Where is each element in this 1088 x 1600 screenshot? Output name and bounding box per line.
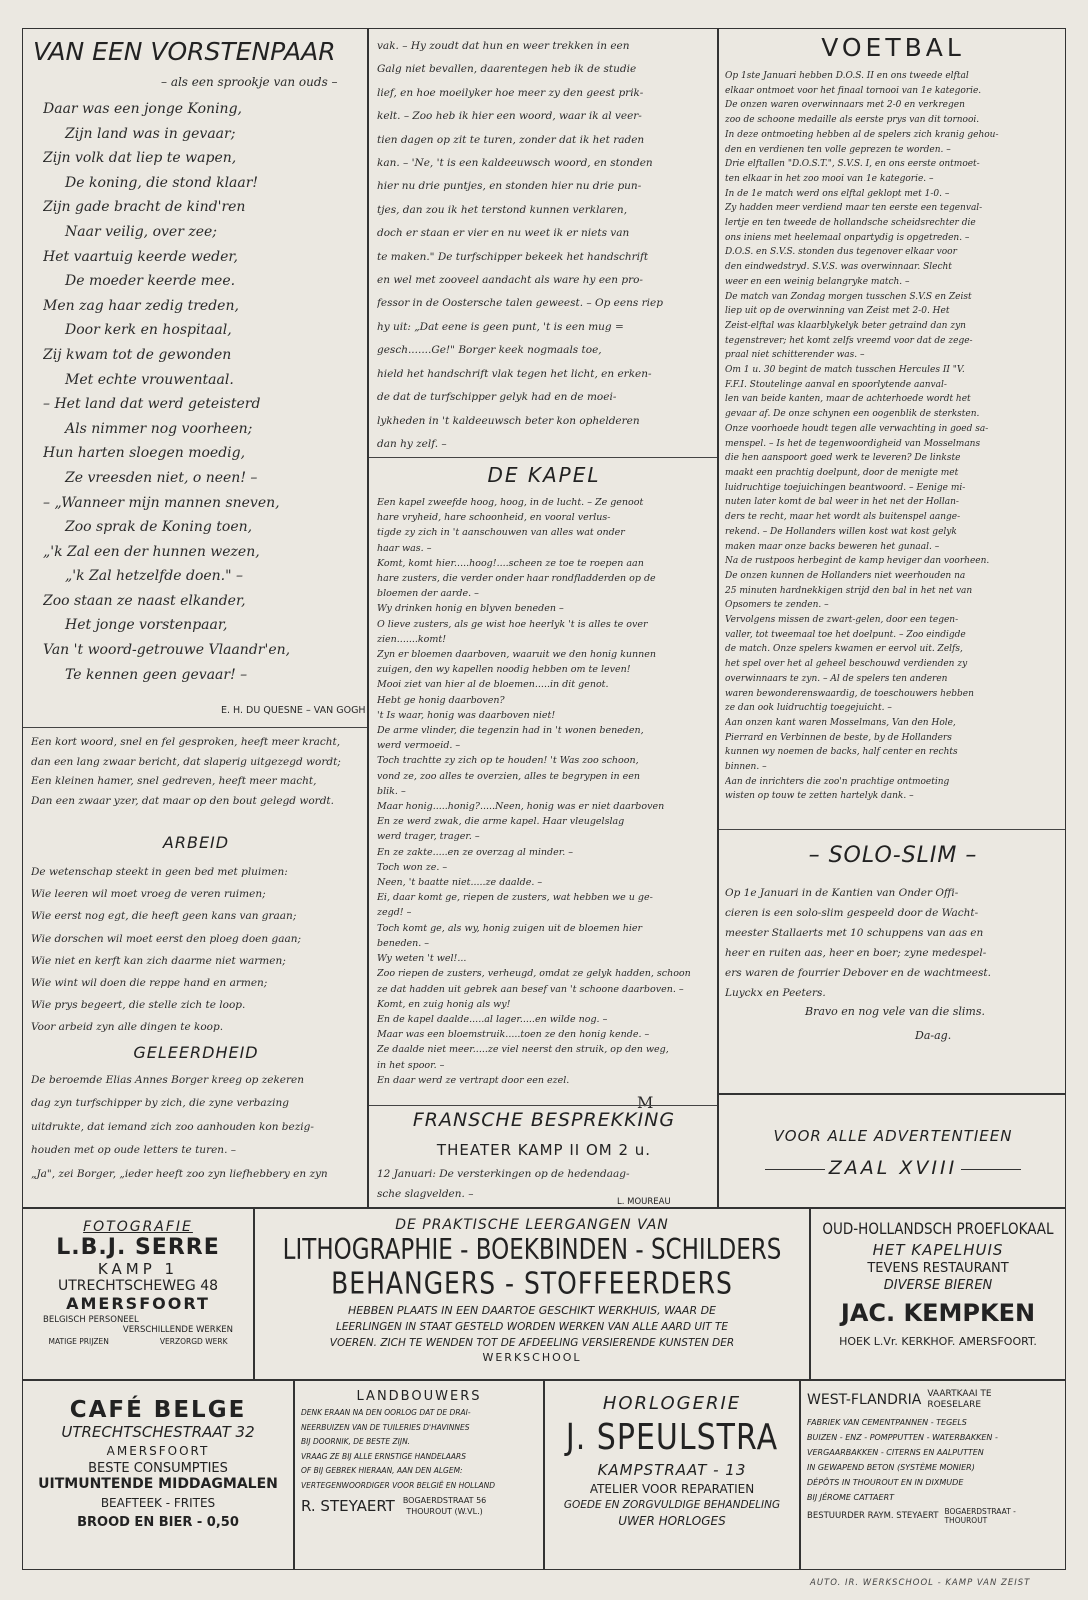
westflandria-line: BIJ JÉROME CATTAERT [807, 1493, 895, 1502]
arbeid-line: Voor arbeid zyn alle dingen te koop. [31, 1021, 224, 1034]
fransche-title: FRANSCHE BESPREKKING [412, 1109, 676, 1131]
voetbal-line: luidruchtige toejuichingen beantwoord. – Eenige mi- [725, 482, 966, 493]
kapel-line: En ze zakte.....en ze overzag al minder. – [377, 846, 573, 858]
voetbal-line: In deze ontmoeting hebben al de spelers zich kranig gehou- [725, 129, 999, 140]
saying-line: Een kleinen hamer, snel gedreven, heeft meer macht, [31, 775, 317, 788]
kapel-line: Toch trachtte zy zich op te houden! 't Was zoo schoon, [377, 755, 639, 767]
voetbal-line: waren bewonderenswaardig, de toeschouwers hebben [725, 688, 974, 699]
kapel-line: beneden. – [377, 937, 430, 949]
voetbal-line: elkaar ontmoet voor het finaal tornooi van 1e kategorie. [725, 85, 982, 96]
cont-line: tjes, dan zou ik het terstond kunnen verklaren, [377, 203, 628, 216]
arbeid-title: ARBEID [162, 833, 230, 852]
cont-line: en wel met zooveel aandacht als ware hy een pro- [377, 274, 643, 287]
kapel-line: Toch komt ge, als wy, honig zuigen uit de bloemen hier [377, 922, 643, 934]
voetbal-line: ders te recht, maar het wordt als buitenspel aange- [725, 512, 961, 523]
geleerdheid-line: De beroemde Elias Annes Borger kreeg op zekeren [31, 1074, 305, 1086]
solo-slim-signature: Da-ag. [915, 1029, 952, 1042]
voetbal-line: het spel over het al geheel beschouwd verdienden zy [725, 659, 968, 670]
separator [369, 1105, 718, 1106]
voetbal-line: Pierrard en Verbinnen de beste, by de Hollanders [725, 732, 952, 743]
kapel-line: De arme vlinder, die tegenzin had in 't wonen beneden, [377, 725, 644, 737]
ad-speulstra-line3: KAMPSTRAAT - 13 [597, 1461, 747, 1479]
cont-line: gesch.......Ge!" Borger keek nogmaals toe, [377, 344, 602, 357]
poem-line: Door kerk en hospitaal, [65, 322, 232, 339]
saying-line: dan een lang zwaar bericht, dat slaperig uitgezegd wordt; [31, 755, 341, 768]
arbeid-line: Wie leeren wil moet vroeg de veren ruimen; [31, 888, 266, 901]
advertentieen-box [718, 1094, 1066, 1208]
flourish-right-icon [961, 1169, 1021, 1170]
poem-line: Ze vreesden niet, o neen! – [65, 469, 258, 486]
voetbal-line: den eindwedstryd. S.V.S. was overwinnaar. Slecht [725, 262, 952, 273]
kapel-line: tigde zy zich in 't aanschouwen van alles wat onder [377, 527, 625, 539]
kapel-line: O lieve zusters, als ge wist hoe heerlyk 't is alles te over [377, 618, 648, 630]
ad-kapelhuis [810, 1208, 1066, 1380]
ad-serre-line7: VERSCHILLENDE WERKEN [122, 1325, 233, 1335]
ad-belge-line6: BEAFTEEK - FRITES [100, 1496, 216, 1510]
ad-kapelhuis-line5: JAC. KEMPKEN [840, 1299, 1036, 1327]
kapel-line: 't Is waar, honig was daarboven niet! [377, 709, 556, 721]
ad-serre-line8a: MATIGE PRIJZEN [48, 1337, 109, 1346]
voetbal-line: De match van Zondag morgen tusschen S.V.S en Zeist [725, 291, 972, 302]
poem-line: – Het land dat werd geteisterd [43, 396, 261, 413]
kapel-line: zien.......komt! [377, 633, 447, 645]
kapel-line: haar was. – [377, 542, 432, 554]
separator [23, 727, 368, 728]
poem-line: Daar was een jonge Koning, [43, 101, 242, 117]
voetbal-line: gevaar af. De onze schynen een oogenblik de sterksten. [725, 409, 980, 420]
ad-speulstra-line1: HORLOGERIE [602, 1393, 742, 1414]
kapel-line: ze dat hadden uit gebrek aan besef van 't schoone daarboven. – [377, 983, 684, 995]
voetbal-line: D.O.S. en S.V.S. stonden dus tegenover elkaar voor [725, 247, 957, 258]
geleerdheid-body [31, 1069, 365, 1186]
fransche-author: L. MOUREAU [617, 1197, 671, 1207]
kapel-line: bloemen der aarde. – [377, 588, 479, 600]
voetbal-line: tegenstrever; het komt zelfs vreemd voor dat de zege- [725, 335, 973, 346]
cont-line: doch er staan er vier en nu weet ik er niets van [377, 227, 630, 240]
solo-line: Luyckx en Peeters. [725, 987, 826, 999]
arbeid-line: Wie wint wil doen die reppe hand en armen; [31, 977, 268, 990]
ad-landbouwers-addr1: BOGAERDSTRAAT 56 [402, 1496, 487, 1505]
kapel-line: Mooi ziet van hier al de bloemen.....in dit genot. [377, 679, 609, 691]
ad-belge-line1: CAFÉ BELGE [69, 1397, 247, 1423]
poem-line: Men zag haar zedig treden, [43, 297, 239, 314]
ad-west-flandria-header [801, 1381, 1065, 1413]
cont-line: hield het handschrift vlak tegen het licht, en erken- [377, 367, 652, 380]
fransche-line: sche slagvelden. – [377, 1187, 474, 1200]
landbouwers-line: NEERBUIZEN VAN DE TUILERIES D'HAVINNES [301, 1422, 470, 1432]
voetbal-line: maken maar onze backs beweren het gunaal. – [725, 541, 940, 552]
geleerdheid-title: GELEERDHEID [133, 1043, 259, 1062]
voetbal-line: Om 1 u. 30 begint de match tusschen Hercules II "V. [725, 365, 965, 376]
ad-landbouwers [294, 1380, 544, 1570]
solo-slim-bravo: Bravo en nog vele van die slims. [805, 1005, 985, 1018]
ad-west-flandria-line1: WEST-FLANDRIA [807, 1392, 922, 1408]
poem-subtitle: – als een sprookje van ouds – [161, 75, 338, 89]
westflandria-line: VERGAARBAKKEN - CITERNS EN AALPUTTEN [807, 1448, 984, 1457]
voetbal-line: Zy hadden meer verdiend maar ten eerste een tegenval- [725, 203, 983, 214]
voetbal-line: valler, tot tweemaal toe het doelpunt. – Zoo eindigde [725, 629, 966, 640]
kapel-line: Ze daalde niet meer.....ze viel neerst den struik, op den weg, [377, 1044, 669, 1056]
westflandria-line: BUIZEN - ENZ - POMPPUTTEN - WATERBAKKEN - [807, 1433, 998, 1442]
poem-line: Zijn gade bracht de kind'ren [43, 199, 246, 216]
landbouwers-line: OF BIJ GEBREK HIERAAN, AAN DEN ALGEM: [301, 1466, 463, 1475]
saying-line: Een kort woord, snel en fel gesproken, heeft meer kracht, [31, 736, 341, 748]
ad-leergangen-line1: DE PRAKTISCHE LEERGANGEN VAN [395, 1217, 669, 1233]
kapel-line: vond ze, zoo alles te overzien, alles te begrypen in een [377, 770, 641, 782]
separator [719, 829, 1066, 830]
ad-serre-line5: AMERSFOORT [66, 1294, 210, 1313]
ad-west-flandria-line1b: VAARTKAAI TE ROESELARE [927, 1389, 992, 1410]
kapel-signature: M [637, 1093, 654, 1112]
voetbal-line: Op 1ste Januari hebben D.O.S. II en ons tweede elftal [725, 71, 969, 81]
voetbal-body [725, 69, 1065, 804]
fransche-line: 12 Januari: De versterkingen op de hedendaag- [377, 1168, 630, 1180]
cont-line: vak. – Hy zoudt dat hun en weer trekken in een [377, 40, 630, 52]
ad-leergangen-line7: WERKSCHOOL [482, 1351, 582, 1364]
voetbal-line: die hen aanspoort goed werk te leveren? De linkste [725, 453, 961, 464]
ad-landbouwers-line1: LANDBOUWERS [356, 1389, 482, 1404]
ad-serre-line1: FOTOGRAFIE [83, 1219, 193, 1235]
solo-line: ers waren de fourrier Debover en de wachtmeest. [725, 967, 991, 979]
voetbal-line: In de 1e match werd ons elftal geklopt met 1-0. – [725, 188, 950, 199]
ad-belge-line2: UTRECHTSCHESTRAAT 32 [61, 1423, 255, 1441]
solo-slim-body [725, 883, 1065, 1003]
voetbal-line: Aan de inrichters die zoo'n prachtige ontmoeting [725, 776, 950, 787]
kapel-line: Wy weten 't wel!... [377, 953, 467, 965]
ad-serre-line2: L.B.J. SERRE [56, 1235, 220, 1260]
ad-serre-footer [23, 1337, 253, 1346]
kapel-line: En ze werd zwak, die arme kapel. Haar vleugelslag [377, 816, 625, 828]
column-left [22, 28, 368, 1208]
poem-line: „'k Zal een der hunnen wezen, [43, 543, 260, 560]
kapel-line: Maar honig.....honig?.....Neen, honig was er niet daarboven [377, 801, 665, 813]
voetbal-line: praal niet schitterender was. – [725, 350, 865, 361]
poem-line: „'k Zal hetzelfde doen." – [65, 568, 244, 585]
voetbal-line: lertje en ten tweede de hollandsche scheidsrechter die [725, 218, 976, 229]
column-middle [368, 28, 718, 1208]
kapel-line: zegd! – [377, 907, 412, 919]
poem-line: Het vaartuig keerde weder, [43, 248, 238, 265]
geleerdheid-line: uitdrukte, dat iemand zich zoo aanhouden kon bezig- [31, 1120, 314, 1133]
solo-line: Op 1e Januari in de Kantien van Onder Offi- [725, 887, 959, 899]
cont-line: hier nu drie puntjes, en stonden hier nu drie pun- [377, 180, 642, 193]
ad-landbouwers-footer [295, 1495, 543, 1517]
kapel-line: Komt, en zuig honig als wy! [377, 998, 511, 1010]
arbeid-line: Wie dorschen wil moet eerst den ploeg doen gaan; [31, 932, 302, 945]
poem-line: Zoo sprak de Koning toen, [65, 519, 253, 536]
solo-line: cieren is een solo-slim gespeeld door de Wacht- [725, 907, 979, 919]
ad-belge-line4: BESTE CONSUMPTIES [88, 1461, 228, 1476]
kapel-line: werd vermoeid. – [377, 740, 461, 752]
poem-line: Met echte vrouwentaal. [65, 371, 234, 388]
cont-line: tien dagen op zit te turen, zonder dat ik het raden [377, 133, 645, 146]
voetbal-line: kunnen wy noemen de backs, half center en rechts [725, 747, 958, 758]
flourish-left-icon [765, 1169, 825, 1170]
westflandria-line: IN GEWAPEND BETON (SYSTÈME MONIER) [807, 1463, 975, 1472]
kapel-line: En daar werd ze vertrapt door een ezel. [377, 1074, 570, 1086]
ad-west-flandria [800, 1380, 1066, 1570]
ad-leergangen-line5: LEERLINGEN IN STAAT GESTELD WORDEN WERKEN VAN ALLE AARD UIT TE [336, 1321, 728, 1333]
voetbal-line: liep uit op de overwinning van Zeist met 2-0. Het [725, 306, 950, 317]
voetbal-line: ten elkaar in het zoo mooi van 1e kategorie. – [725, 173, 934, 184]
poem-line: De koning, die stond klaar! [65, 174, 259, 191]
poem-line: De moeder keerde mee. [65, 273, 236, 290]
voetbal-line: De onzen kunnen de Hollanders niet weerhouden na [725, 570, 966, 581]
saying-line: Dan een zwaar yzer, dat maar op den bout gelegd wordt. [31, 794, 334, 807]
landbouwers-line: BIJ DOORNIK, DE BESTE ZIJN. [301, 1437, 411, 1446]
voetbal-line: len van beide kanten, maar de achterhoede wordt het [725, 394, 971, 405]
voetbal-line: De onzen waren overwinnaars met 2-0 en verkregen [725, 100, 965, 111]
ad-belge-line3: AMERSFOORT [106, 1444, 210, 1458]
ad-belge-line7: BROOD EN BIER - 0,50 [77, 1515, 239, 1530]
fransche-subtitle: THEATER KAMP II OM 2 u. [436, 1141, 652, 1159]
advertentieen-line1: VOOR ALLE ADVERTENTIEEN [773, 1127, 1013, 1145]
ad-leergangen-line6: VOEREN. ZICH TE WENDEN TOT DE AFDEELING VERSIERENDE KUNSTEN DER [329, 1337, 735, 1349]
poem-line: Zij kwam tot de gewonden [43, 346, 232, 363]
ad-kapelhuis-line3: TEVENS RESTAURANT [867, 1261, 1009, 1276]
ad-leergangen-line3: BEHANGERS - STOFFEERDERS [331, 1266, 733, 1301]
voetbal-line: weer en een weinig belangryke match. – [725, 276, 910, 287]
ad-speulstra-line6: UWER HORLOGES [618, 1514, 726, 1528]
kapel-line: Maar was een bloemstruik.....toen ze den honig kende. – [377, 1029, 650, 1041]
voetbal-line: Aan onzen kant waren Mosselmans, Van den Hole, [725, 717, 956, 728]
voetbal-line: menspel. – Is het de tegenwoordigheid van Mosselmans [725, 438, 981, 449]
voetbal-line: Opsomers te zenden. – [725, 600, 829, 611]
cont-line: dan hy zelf. – [377, 437, 447, 450]
cont-line: hy uit: „Dat eene is geen punt, 't is een mug = [377, 320, 624, 333]
cont-line: de dat de turfschipper gelyk had en de moei- [377, 391, 617, 404]
ad-speulstra-line5: GOEDE EN ZORGVULDIGE BEHANDELING [563, 1499, 781, 1511]
cont-line: Galg niet bevallen, daarentegen heb ik de studie [377, 63, 637, 76]
voetbal-line: zoo de schoone medaille als eerste prys van dit tornooi. [725, 115, 980, 126]
ad-kapelhuis-line4: DIVERSE BIEREN [883, 1278, 993, 1293]
separator [369, 457, 718, 458]
ad-speulstra-line4: ATELIER VOOR REPARATIEN [589, 1482, 755, 1496]
voetbal-line: Na de rustpoos herbegint de kamp heviger dan voorheen. [725, 556, 990, 567]
cont-line: lief, en hoe moeilyker hoe meer zy den geest prik- [377, 86, 644, 99]
poem-line: Te kennen geen gevaar! – [65, 666, 248, 683]
voetbal-line: Drie elftallen "D.O.S.T.", S.V.S. I, en ons eerste ontmoet- [725, 159, 980, 170]
arbeid-line: Wie niet en kerft kan zich daarme niet warmen; [31, 954, 286, 967]
ad-leergangen-line2: LITHOGRAPHIE - BOEKBINDEN - SCHILDERS [282, 1233, 782, 1267]
ad-landbouwers-name: R. STEYAERT [301, 1497, 395, 1515]
ad-speulstra [544, 1380, 800, 1570]
advertentieen-line2: ZAAL XVIII [828, 1157, 958, 1179]
kapel-line: Ei, daar komt ge, riepen de zusters, wat hebben we u ge- [377, 892, 653, 904]
voetbal-line: overwinnaars te zyn. – Al de spelers ten anderen [725, 673, 948, 684]
solo-line: meester Stallaerts met 10 schuppens van aas en [725, 927, 984, 939]
geleerdheid-line: „Ja", zei Borger, „ieder heeft zoo zyn liefhebbery en zyn [31, 1167, 328, 1180]
kapel-line: werd trager, trager. – [377, 831, 480, 843]
geleerdheid-line: houden met op oude letters te turen. – [31, 1144, 236, 1157]
arbeid-line: Wie eerst nog egt, die heeft geen kans van graan; [31, 910, 297, 923]
voetbal-line: Zeist-elftal was klaarblykelyk beter getraind dan zyn [725, 320, 966, 331]
poem-title: VAN EEN VORSTENPAAR [33, 37, 336, 66]
kapel-line: Zoo riepen de zusters, verheugd, omdat ze gelyk hadden, schoon [377, 968, 691, 980]
kapel-line: Toch won ze. – [377, 861, 448, 873]
kapel-body [377, 495, 715, 1088]
voetbal-line: Vervolgens missen de zwart-gelen, door een tegen- [725, 615, 959, 626]
voetbal-line: wisten op touw te zetten hartelyk dank. – [725, 791, 914, 802]
geleerdheid-continued [377, 35, 715, 456]
poem-line: Het jonge vorstenpaar, [65, 617, 228, 634]
poem-line: Als nimmer nog voorheen; [65, 420, 253, 437]
cont-line: fessor in de Oostersche talen geweest. – Op eens riep [377, 297, 663, 310]
cont-line: te maken." De turfschipper bekeek het handschrift [377, 250, 649, 263]
westflandria-line: DÉPÔTS IN THOUROUT EN IN DIXMUDE [807, 1478, 964, 1487]
voetbal-line: de match. Onze spelers kwamen er eervol uit. Zelfs, [725, 644, 963, 655]
ad-leergangen [254, 1208, 810, 1380]
geleerdheid-line: dag zyn turfschipper by zich, die zyne verbazing [31, 1097, 290, 1110]
kapel-line: hare zusters, die verder onder haar rondfladderden op de [377, 573, 656, 585]
ad-west-flandria-name: BESTUURDER RAYM. STEYAERT [807, 1511, 939, 1521]
ad-serre-line6: BELGISCH PERSONEEL [43, 1315, 139, 1325]
ad-cafe-belge [22, 1380, 294, 1570]
poem-line: Zoo staan ze naast elkander, [43, 592, 246, 609]
ad-kapelhuis-line6: HOEK L.Vr. KERKHOF. AMERSFOORT. [839, 1335, 1037, 1348]
kapel-line: Zyn er bloemen daarboven, waaruit we den honig kunnen [377, 649, 656, 661]
kapel-line: Een kapel zweefde hoog, hoog, in de lucht. – Ze genoot [377, 497, 644, 508]
ad-serre [22, 1208, 254, 1380]
arbeid-line: De wetenschap steekt in geen bed met pluimen: [31, 866, 288, 878]
voetbal-line: ze dan ook luidruchtig toegejuicht. – [725, 703, 892, 714]
ad-serre-line3: KAMP 1 [97, 1260, 179, 1278]
kapel-line: in het spoor. – [377, 1059, 445, 1071]
voetbal-title: VOETBAL [821, 33, 965, 62]
kapel-line: Neen, 't baatte niet.....ze daalde. – [377, 877, 543, 889]
poem-line: Van 't woord-getrouwe Vlaandr'en, [43, 642, 291, 659]
cont-line: kelt. – Zoo heb ik hier een woord, waar ik al veer- [377, 110, 642, 123]
poem-line: Zijn volk dat liep te wapen, [43, 150, 237, 167]
kapel-line: Hebt ge honig daarboven? [377, 694, 505, 706]
ad-kapelhuis-line1: OUD-HOLLANDSCH PROEFLOKAAL [822, 1219, 1054, 1239]
kapel-line: zuigen, den wy kapellen noodig hebben om te leven! [377, 664, 631, 676]
solo-slim-title: – SOLO-SLIM – [808, 843, 978, 868]
poem-line: – „Wanneer mijn mannen sneven, [43, 494, 280, 511]
kapel-title: DE KAPEL [487, 463, 601, 487]
poem-line: Naar veilig, over zee; [65, 223, 218, 240]
kapel-line: En de kapel daalde.....al lager.....en wilde nog. – [377, 1013, 608, 1025]
poem-body [43, 97, 361, 687]
landbouwers-line: VERTEGENWOORDIGER VOOR BELGIË EN HOLLAND [301, 1480, 496, 1490]
voetbal-line: nuten later komt de bal weer in het net der Hollan- [725, 497, 959, 508]
ad-speulstra-line2: J. SPEULSTRA [565, 1416, 779, 1459]
arbeid-line: Wie prys begeert, die stelle zich te loop. [31, 999, 246, 1012]
voetbal-line: den en verdienen ten volle geprezen te worden. – [725, 144, 951, 155]
voetbal-line: binnen. – [725, 762, 767, 773]
voetbal-line: 25 minuten hardnekkigen strijd den bal in het net van [725, 585, 973, 596]
voetbal-line: rekend. – De Hollanders willen kost wat kost gelyk [725, 526, 957, 537]
kapel-line: Komt, komt hier.....hoog!....scheen ze toe te roepen aan [377, 557, 644, 569]
landbouwers-line: VRAAG ZE BIJ ALLE ERNSTIGE HANDELAARS [301, 1451, 466, 1461]
ad-west-flandria-addr: BOGAERDSTRAAT - THOUROUT [944, 1507, 1016, 1525]
ad-west-flandria-footer [801, 1507, 1065, 1525]
arbeid-body [31, 861, 365, 1039]
kapel-line: blik. – [377, 785, 406, 797]
column-right [718, 28, 1066, 1094]
ad-landbouwers-addr2: THOUROUT (W.VL.) [406, 1507, 483, 1516]
ad-landbouwers-body [295, 1404, 543, 1495]
kapel-line: Wy drinken honig en blyven beneden – [377, 603, 564, 615]
ad-kapelhuis-line2: HET KAPELHUIS [872, 1241, 1004, 1259]
kapel-line: hare vryheid, hare schoonheid, en vooral verlus- [377, 512, 611, 524]
westflandria-line: FABRIEK VAN CEMENTPANNEN - TEGELS [807, 1418, 967, 1427]
poem-line: Hun harten sloegen moedig, [43, 445, 246, 462]
cont-line: kan. – 'Ne, 't is een kaldeeuwsch woord, en stonden [377, 157, 653, 170]
footer-credit: AUTO. IR. WERKSCHOOL - KAMP VAN ZEIST [810, 1578, 1031, 1588]
voetbal-line: maakt een prachtig doelpunt, door de menigte met [725, 467, 959, 478]
ad-leergangen-line4: HEBBEN PLAATS IN EEN DAARTOE GESCHIKT WERKHUIS, WAAR DE [347, 1304, 717, 1317]
ad-landbouwers-address [403, 1495, 486, 1517]
voetbal-line: F.F.I. Stoutelinge aanval en spoorlytende aanval- [725, 379, 947, 390]
ad-serre-line8b: VERZORGD WERK [159, 1337, 228, 1346]
poem-author: E. H. DU QUESNE – VAN GOGH [221, 705, 366, 716]
poem-line: Zijn land was in gevaar; [65, 125, 236, 142]
ad-belge-line5: UITMUNTENDE MIDDAGMALEN [38, 1476, 278, 1492]
solo-line: heer en ruiten aas, heer en boer; zyne medespel- [725, 947, 987, 959]
voetbal-line: ons iniens met heelemaal onpartydig is opgetreden. – [725, 232, 970, 243]
voetbal-line: Onze voorhoede houdt tegen alle verwachting in goed sa- [725, 423, 989, 434]
cont-line: lykheden in 't kaldeeuwsch beter kon ophelderen [377, 414, 640, 427]
ad-serre-line4: UTRECHTSCHEWEG 48 [57, 1278, 219, 1294]
ad-west-flandria-body [801, 1413, 1065, 1507]
saying-body [31, 733, 365, 811]
landbouwers-line: DENK ERAAN NA DEN OORLOG DAT DE DRAI- [301, 1408, 471, 1417]
